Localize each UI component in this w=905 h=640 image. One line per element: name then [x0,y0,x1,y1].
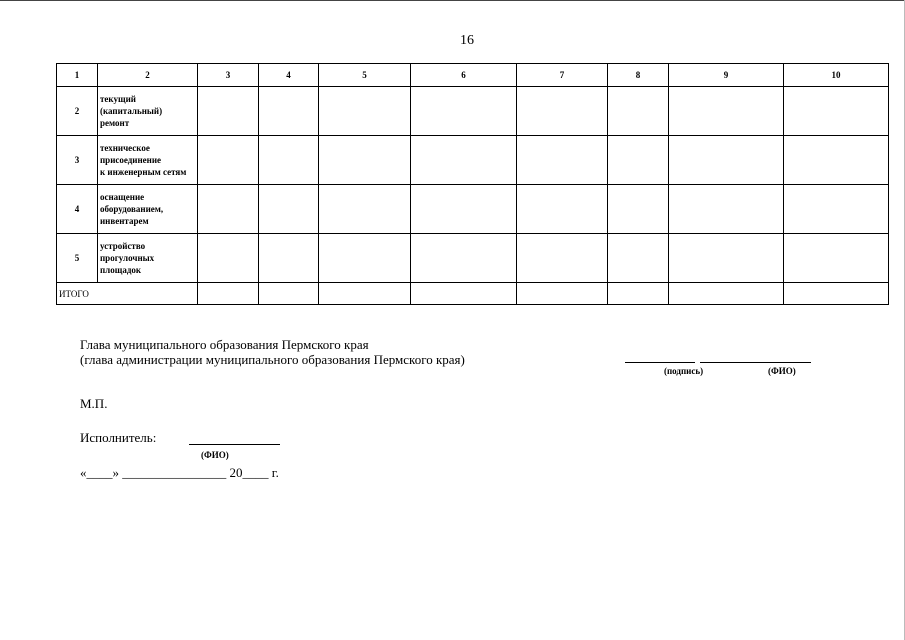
header-cell: 3 [198,64,259,87]
date-line: «____» ________________ 20____ г. [80,465,279,480]
empty-cell [259,136,319,185]
row-description [98,234,198,283]
empty-cell [669,185,784,234]
head-title-line: Глава муниципального образования Пермского края [80,337,369,352]
description-line: текущий [100,94,136,104]
empty-cell [608,136,669,185]
header-cell: 8 [608,64,669,87]
description-line: оснащение [100,192,145,202]
empty-cell [608,234,669,283]
header-cell: 7 [517,64,608,87]
row-description [98,136,198,185]
row-number: 4 [57,185,98,234]
table-header-row [57,64,889,87]
empty-cell [784,283,889,305]
report-table [56,63,889,305]
empty-cell [319,87,411,136]
page-top-edge [0,0,905,1]
signature-line [625,362,695,363]
empty-cell [411,136,517,185]
empty-cell [411,185,517,234]
page-number: 16 [460,33,474,48]
executor-line [189,444,280,445]
empty-cell [259,234,319,283]
empty-cell [259,283,319,305]
description-line: прогулочных [100,253,155,263]
description-line: к инженерным сетям [100,167,187,177]
empty-cell [669,87,784,136]
empty-cell [608,283,669,305]
empty-cell [669,234,784,283]
fio-line [700,362,811,363]
description-line: площадок [100,265,142,275]
header-cell: 6 [411,64,517,87]
table-row [57,87,889,136]
total-row [57,283,889,305]
head-title-block [80,337,465,367]
empty-cell [319,136,411,185]
description-line: оборудованием, [100,204,164,214]
empty-cell [517,87,608,136]
empty-cell [669,136,784,185]
empty-cell [198,185,259,234]
table-row [57,185,889,234]
empty-cell [198,136,259,185]
empty-cell [198,234,259,283]
description-line: техническое [100,143,150,153]
header-cell: 9 [669,64,784,87]
empty-cell [608,87,669,136]
empty-cell [784,234,889,283]
empty-cell [517,185,608,234]
executor-label: Исполнитель: [80,430,157,445]
empty-cell [784,136,889,185]
empty-cell [517,136,608,185]
description-line: устройство [100,241,146,251]
executor-fio-caption: (ФИО) [201,450,229,460]
empty-cell [411,234,517,283]
row-description [98,185,198,234]
row-description [98,87,198,136]
total-label: ИТОГО [57,283,198,305]
description-line: ремонт [100,118,130,128]
empty-cell [608,185,669,234]
empty-cell [411,283,517,305]
empty-cell [198,87,259,136]
fio-caption: (ФИО) [768,366,796,376]
signature-caption: (подпись) [664,366,704,376]
row-number: 2 [57,87,98,136]
empty-cell [517,234,608,283]
head-title-line: (глава администрации муниципального образования Пермского края) [80,352,465,367]
empty-cell [198,283,259,305]
empty-cell [517,283,608,305]
empty-cell [319,283,411,305]
row-number: 3 [57,136,98,185]
description-line: инвентарем [100,216,149,226]
table-row [57,136,889,185]
description-line: присоединение [100,155,162,165]
empty-cell [784,87,889,136]
header-cell: 2 [98,64,198,87]
description-line: (капитальный) [100,106,163,116]
empty-cell [319,234,411,283]
empty-cell [259,185,319,234]
header-cell: 1 [57,64,98,87]
empty-cell [784,185,889,234]
header-cell: 5 [319,64,411,87]
empty-cell [411,87,517,136]
table-row [57,234,889,283]
row-number: 5 [57,234,98,283]
empty-cell [669,283,784,305]
empty-cell [319,185,411,234]
empty-cell [259,87,319,136]
header-cell: 10 [784,64,889,87]
stamp-label: М.П. [80,396,108,411]
header-cell: 4 [259,64,319,87]
